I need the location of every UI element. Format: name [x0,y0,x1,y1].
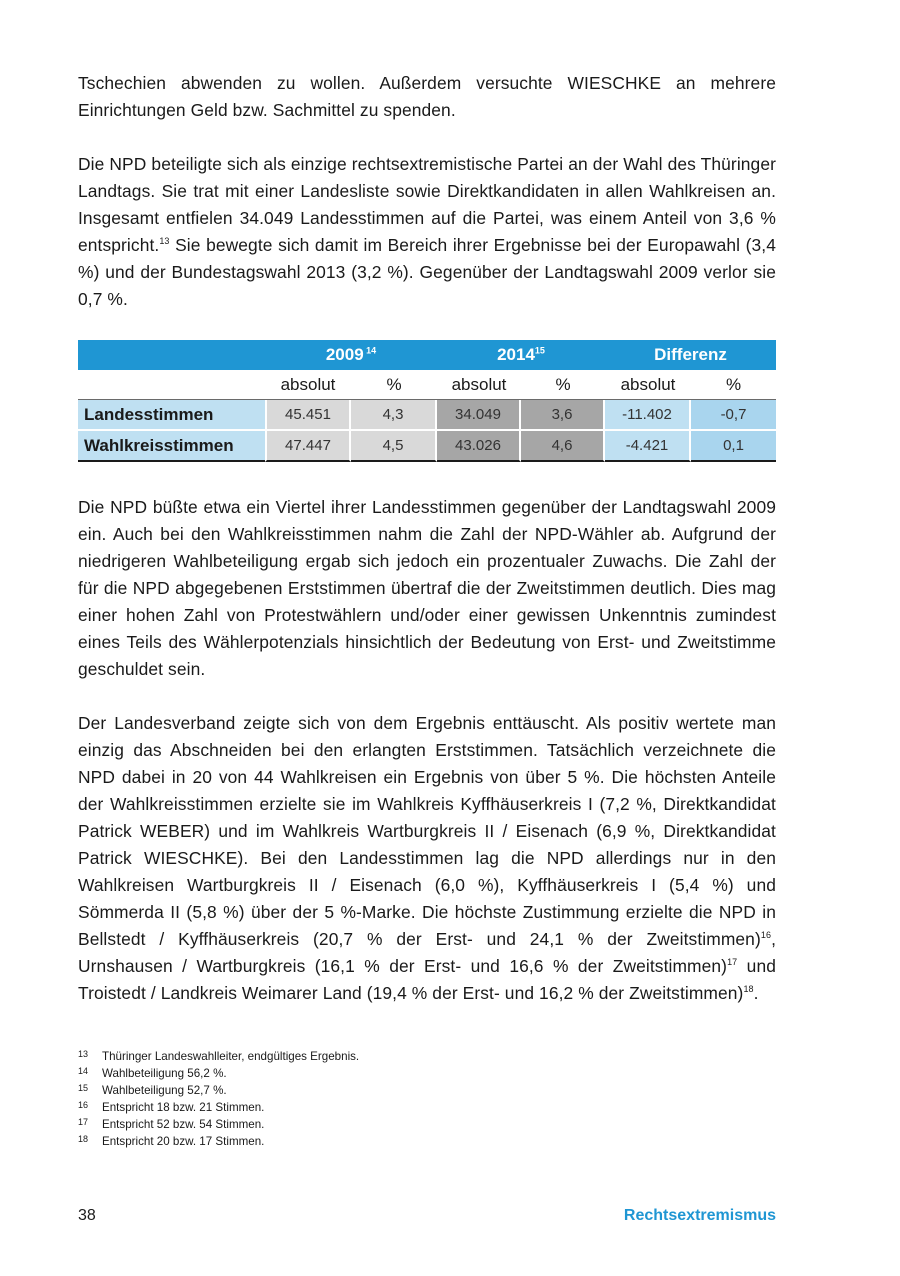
section-title: Rechtsextremismus [623,1207,776,1224]
footnote-item: 18 Entspricht 20 bzw. 17 Stimmen. [78,1134,265,1148]
table-header-years [78,340,776,370]
paragraph-3 [78,494,776,683]
paragraph-4-text-c: und Troistedt / Landkreis Weimarer Land (19,4 % der Erst- und 16,2 % der Zweitstimmen) [78,956,776,1003]
page-number: 38 [78,1207,96,1224]
cell: 47.447 [265,431,351,462]
cell: 4,5 [351,431,437,462]
header-percent-2009: % [351,370,437,400]
cell: -4.421 [605,431,691,462]
footnote-ref-14[interactable]: 14 [363,345,377,356]
footnotes [78,1048,778,1150]
paragraph-4 [78,710,776,1007]
footnote-ref-18[interactable]: 18 [743,984,754,995]
cell: 43.026 [437,431,521,462]
table-row [78,400,776,431]
footnote-item: 15 Wahlbeteiligung 52,7 %. [78,1083,227,1097]
header-absolut-diff: absolut [605,370,691,400]
footnote-ref-16[interactable]: 16 [760,930,772,941]
cell: 45.451 [265,400,351,431]
header-percent-2014: % [521,370,605,400]
header-absolut-2009: absolut [265,370,351,400]
paragraph-4-text-d: . [753,983,759,1003]
paragraph-2-text-b: Sie bewegte sich damit im Bereich ihrer Ergebnisse bei der Europawahl (3,4 %) und der Bundestagswahl 2013 (3,2 %). Gegenüber der Landtagswahl 2009 verlor sie 0,7 %. [78,235,776,309]
footnote-item: 13 Thüringer Landeswahlleiter, endgültiges Ergebnis. [78,1049,360,1063]
header-differenz: Differenz [605,340,776,370]
cell: 4,3 [351,400,437,431]
cell: 3,6 [521,400,605,431]
header-blank-2 [78,370,265,400]
header-2009: 2009 $^{14}$ [265,340,437,370]
cell: 0,1 [691,431,776,462]
cell: 34.049 [437,400,521,431]
header-percent-diff: % [691,370,776,400]
page-body [78,70,776,1034]
cell: 4,6 [521,431,605,462]
paragraph-2-text-a: Die NPD beteiligte sich als einzige rechtsextremistische Partei an der Wahl des Thüringer Landtags. Sie trat mit einer Landesliste sowie Direktkandidaten in allen Wahlkreisen an. Insgesamt entfielen 34.049 Landesstimmen auf die Partei, was einem Anteil von 3,6 % entspricht. [78,154,776,255]
header-absolut-2014: absolut [437,370,521,400]
row-label: Landesstimmen [78,400,265,431]
paragraph-1 [78,70,776,124]
cell: -0,7 [691,400,776,431]
header-blank [78,340,265,370]
table-row [78,431,776,462]
footnote-item: 14 Wahlbeteiligung 56,2 %. [78,1066,227,1080]
footnote-ref-17[interactable]: 17 [727,957,738,968]
paragraph-3-text: Die NPD büßte etwa ein Viertel ihrer Landesstimmen gegenüber der Landtagswahl 2009 ein. Auch bei den Wahlkreisstimmen nahm die Zahl der NPD-Wähler ab. Aufgrund der niedrigeren Wahlbeteiligung ergab sich jedoch ein prozentualer Zuwachs. Die Zahl der für die NPD abgegebenen Erststimmen übertraf die der Zweitstimmen deutlich. Dies mag einer hohen Zahl von Protestwählern und/oder einer gewissen Unkenntnis zumindest eines Teils des Wählerpotenzials hinsichtlich der Bedeutung von Erst- und Zweitstimme geschuldet sein. [78,497,776,679]
paragraph-4-text-a: Der Landesverband zeigte sich von dem Ergebnis enttäuscht. Als positiv wertete man einzig das Abschneiden bei den erlangten Erststimmen. Tatsächlich verzeichnete die NPD dabei in 20 von 44 Wahlkreisen ein Ergebnis von über 5 %. Die höchsten Anteile der Wahlkreisstimmen erzielte sie im Wahlkreis Kyffhäuserkreis I (7,2 %, Direktkandidat Patrick WEBER) und im Wahlkreis Wartburgkreis II / Eisenach (6,9 %, Direktkandidat Patrick WIESCHKE). Bei den Landesstimmen lag die NPD allerdings nur in den Wahlkreisen Wartburgkreis II / Eisenach (6,0 %), Kyffhäuserkreis I (5,4 %) und Sömmerda II (5,8 %) über der 5 %-Marke. Die höchste Zustimmung erzielte die NPD in Bellstedt / Kyffhäuserkreis (20,7 % der Erst- und 24,1 % der Zweitstimmen) [78,713,776,949]
footnote-item: 16 Entspricht 18 bzw. 21 Stimmen. [78,1100,265,1114]
row-label: Wahlkreisstimmen [78,431,265,462]
footnote-ref-13[interactable]: 13 [159,236,170,247]
table-header-units [78,370,776,400]
footnote-ref-15[interactable]: 15 [534,345,545,356]
paragraph-2 [78,151,776,313]
paragraph-4-text-b: , Urnshausen / Wartburgkreis (16,1 % der Erst- und 16,6 % der Zweitstimmen) [78,929,776,976]
paragraph-1-text: Tschechien abwenden zu wollen. Außerdem versuchte WIESCHKE an mehrere Einrichtungen Geld bzw. Sachmittel zu spenden. [78,73,776,120]
header-2014: 2014$^{15}$ [437,340,605,370]
cell: -11.402 [605,400,691,431]
election-results-table [78,340,776,462]
footnote-item: 17 Entspricht 52 bzw. 54 Stimmen. [78,1117,265,1131]
